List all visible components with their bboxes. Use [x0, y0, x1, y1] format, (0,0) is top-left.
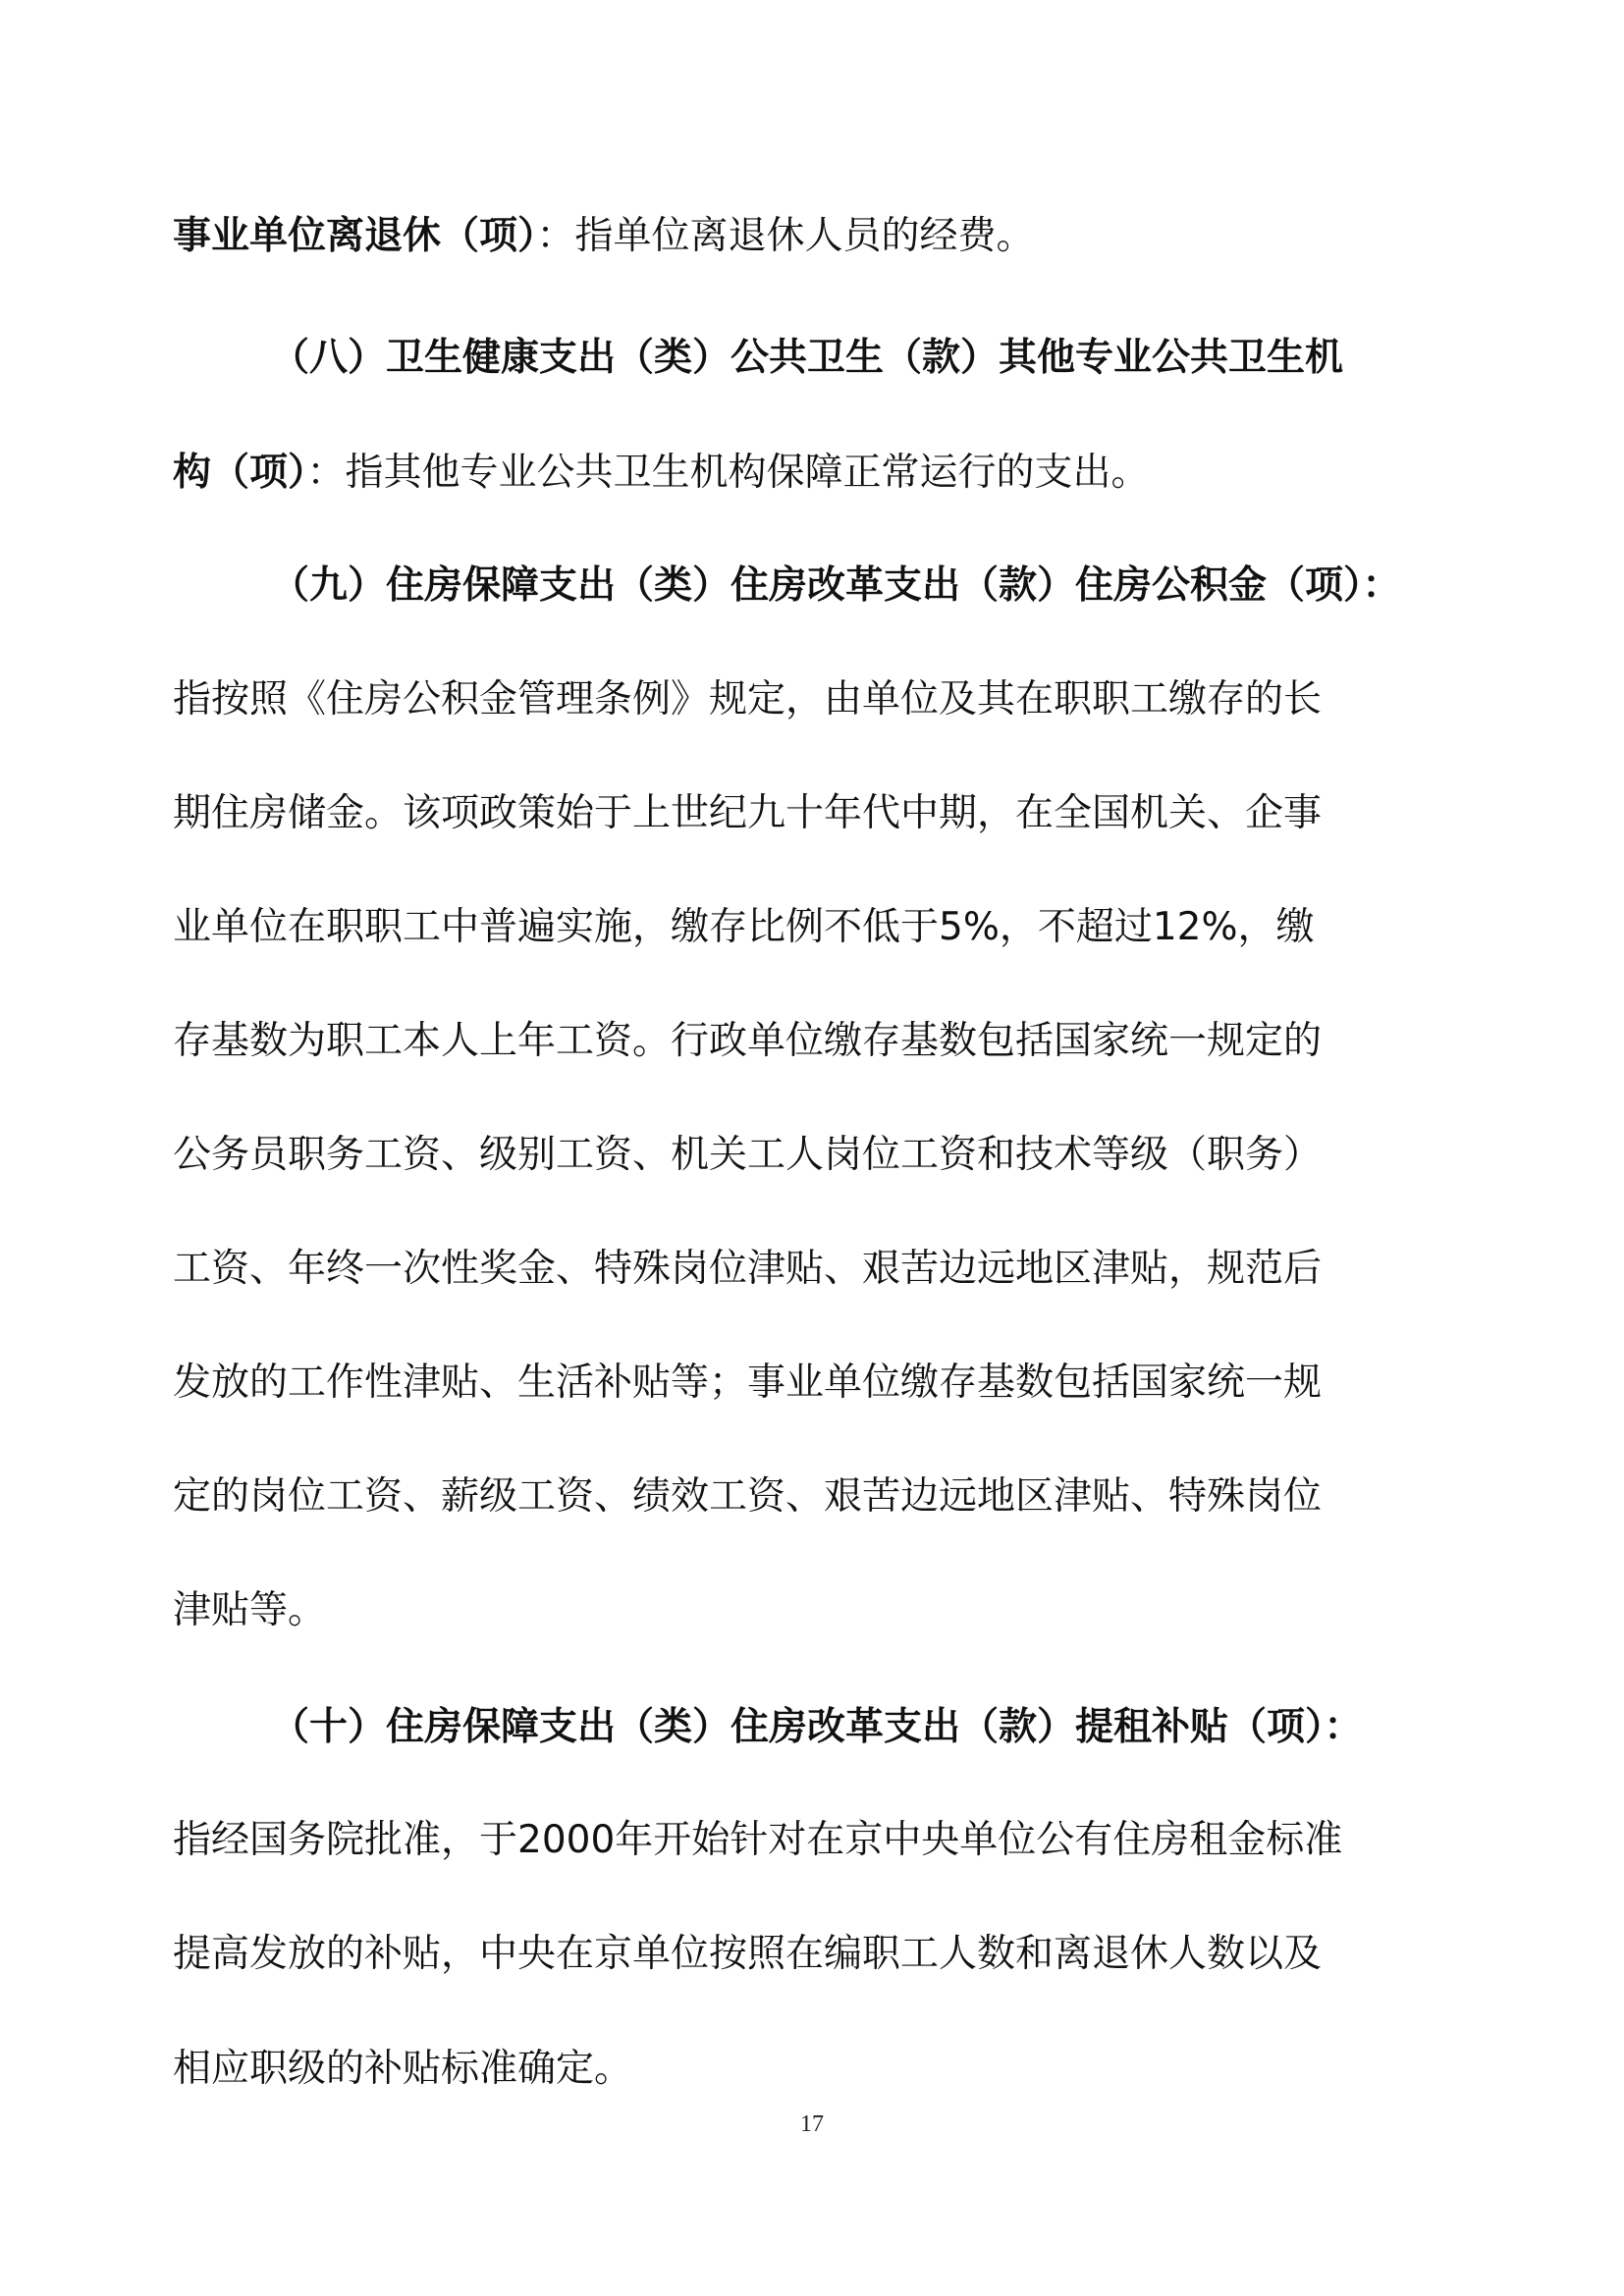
body-text: 业单位在职职工中普遍实施，缴存比例不低于5%，不超过12%，缴 — [173, 905, 1315, 949]
body-text: 提高发放的补贴，中央在京单位按照在编职工人数和离退休人数以及 — [173, 1932, 1323, 1976]
paragraph-line-8 — [173, 1012, 1469, 1071]
body-text: 期住房储金。该项政策始于上世纪九十年代中期，在全国机关、企事 — [173, 791, 1323, 835]
paragraph-line-1 — [173, 207, 1469, 266]
paragraph-line-4 — [271, 557, 1469, 615]
paragraph-line-13 — [173, 1581, 1469, 1640]
body-text: 工资、年终一次性奖金、特殊岗位津贴、艰苦边远地区津贴，规范后 — [173, 1247, 1323, 1291]
body-text: 相应职级的补贴标准确定。 — [173, 2047, 633, 2091]
body-text: 津贴等。 — [173, 1588, 327, 1632]
section-heading-eight: （八）卫生健康支出（类）公共卫生（款）其他专业公共卫生机 — [271, 336, 1344, 380]
body-text: 发放的工作性津贴、生活补贴等；事业单位缴存基数包括国家统一规 — [173, 1361, 1323, 1405]
paragraph-line-16 — [173, 1925, 1469, 1984]
paragraph-line-2 — [271, 329, 1469, 388]
paragraph-line-9 — [173, 1126, 1469, 1185]
body-text: 公务员职务工资、级别工资、机关工人岗位工资和技术等级（职务） — [173, 1133, 1323, 1177]
body-text: 指经国务院批准，于2000年开始针对在京中央单位公有住房租金标准 — [173, 1818, 1343, 1862]
paragraph-line-17 — [173, 2040, 1469, 2099]
body-text: ：指其他专业公共卫生机构保障正常运行的支出。 — [306, 451, 1150, 495]
body-text: ：指单位离退休人员的经费。 — [536, 214, 1035, 258]
paragraph-line-14 — [271, 1698, 1469, 1757]
section-heading-nine: （九）住房保障支出（类）住房改革支出（款）住房公积金（项）： — [271, 563, 1401, 608]
paragraph-line-7 — [173, 898, 1469, 957]
body-text: 存基数为职工本人上年工资。行政单位缴存基数包括国家统一规定的 — [173, 1019, 1323, 1063]
page-number: 17 — [800, 2111, 824, 2137]
paragraph-line-15 — [173, 1811, 1469, 1870]
paragraph-line-5 — [173, 670, 1469, 729]
paragraph-line-11 — [173, 1354, 1469, 1413]
body-text: 指按照《住房公积金管理条例》规定，由单位及其在职职工缴存的长 — [173, 677, 1323, 721]
paragraph-line-12 — [173, 1468, 1469, 1526]
bold-heading-text: 事业单位离退休（项） — [173, 214, 537, 258]
paragraph-line-3 — [173, 444, 1469, 503]
body-text: 定的岗位工资、薪级工资、绩效工资、艰苦边远地区津贴、特殊岗位 — [173, 1474, 1323, 1519]
section-heading-ten: （十）住房保障支出（类）住房改革支出（款）提租补贴（项）： — [271, 1705, 1363, 1749]
paragraph-line-6 — [173, 784, 1469, 843]
bold-heading-text: 构（项） — [173, 451, 307, 495]
paragraph-line-10 — [173, 1240, 1469, 1299]
